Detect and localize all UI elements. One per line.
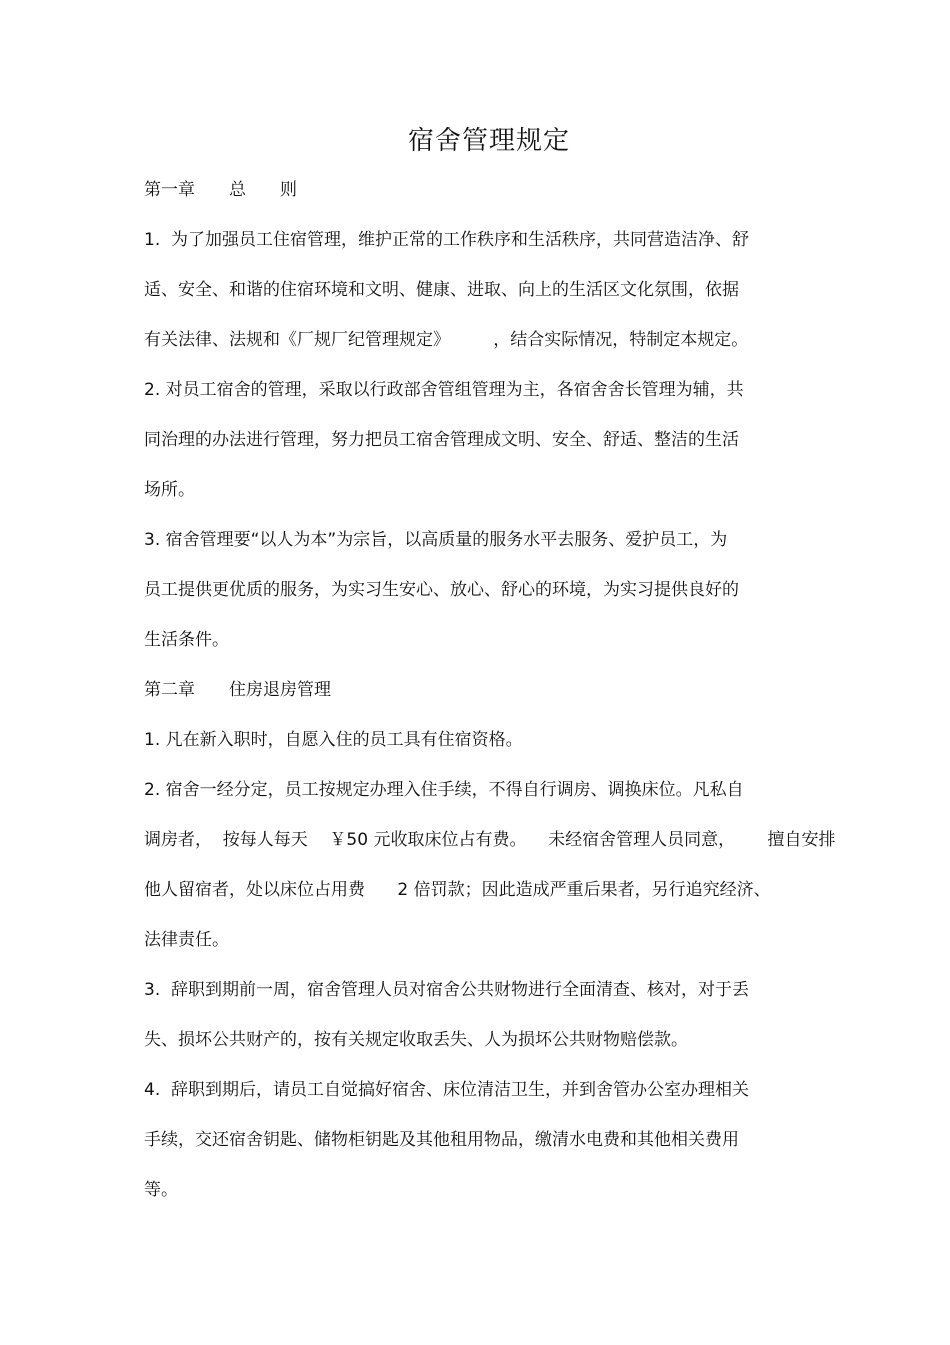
paragraph-line: 适、安全、和谐的住宿环境和文明、健康、进取、向上的生活区文化氛围，依据 (144, 280, 739, 300)
paragraph-line: 2. 对员工宿舍的管理，采取以行政部舍管组管理为主，各宿舍舍长管理为辅，共 (144, 380, 744, 400)
paragraph-line: 手续，交还宿舍钥匙、储物柜钥匙及其他租用物品，缴清水电费和其他相关费用 (144, 1130, 739, 1150)
document-title: 宿舍管理规定 (407, 126, 570, 156)
paragraph-line: 2. 宿舍一经分定，员工按规定办理入住手续，不得自行调房、调换床位。凡私自 (144, 780, 744, 800)
paragraph-line: 失、损坏公共财产的，按有关规定收取丢失、人为损坏公共财物赔偿款。 (144, 1030, 688, 1050)
paragraph-line: 4. 辞职到期后，请员工自觉搞好宿舍、床位清洁卫生，并到舍管办公室办理相关 (144, 1080, 750, 1100)
paragraph-line: 场所。 (144, 480, 195, 500)
paragraph-line: 生活条件。 (144, 630, 229, 650)
paragraph-line: 1. 为了加强员工住宿管理，维护正常的工作秩序和生活秩序，共同营造洁净、舒 (144, 230, 750, 250)
paragraph-line: 3. 辞职到期前一周，宿舍管理人员对宿舍公共财物进行全面清查、核对，对于丢 (144, 980, 750, 1000)
paragraph-line: 3. 宿舍管理要“以人为本”为宗旨，以高质量的服务水平去服务、爱护员工，为 (144, 530, 728, 550)
paragraph-line: 有关法律、法规和《厂规厂纪管理规定》 ，结合实际情况，特制定本规定。 (144, 330, 749, 350)
paragraph-line: 等。 (144, 1180, 178, 1200)
paragraph-line: 员工提供更优质的服务，为实习生安心、放心、舒心的环境，为实习提供良好的 (144, 580, 739, 600)
chapter-heading: 第一章 总 则 (144, 180, 297, 200)
paragraph-line: 法律责任。 (144, 930, 229, 950)
paragraph-line: 调房者， 按每人每天 ￥50 元收取床位占有费。 未经宿舍管理人员同意， 擅自安排 (144, 830, 836, 850)
paragraph-line: 同治理的办法进行管理，努力把员工宿舍管理成文明、安全、舒适、整洁的生活 (144, 430, 739, 450)
paragraph-line: 他人留宿者，处以床位占用费 2 倍罚款；因此造成严重后果者，另行追究经济、 (144, 880, 771, 900)
paragraph-line: 1. 凡在新入职时，自愿入住的员工具有住宿资格。 (144, 730, 523, 750)
chapter-heading: 第二章 住房退房管理 (144, 680, 331, 700)
